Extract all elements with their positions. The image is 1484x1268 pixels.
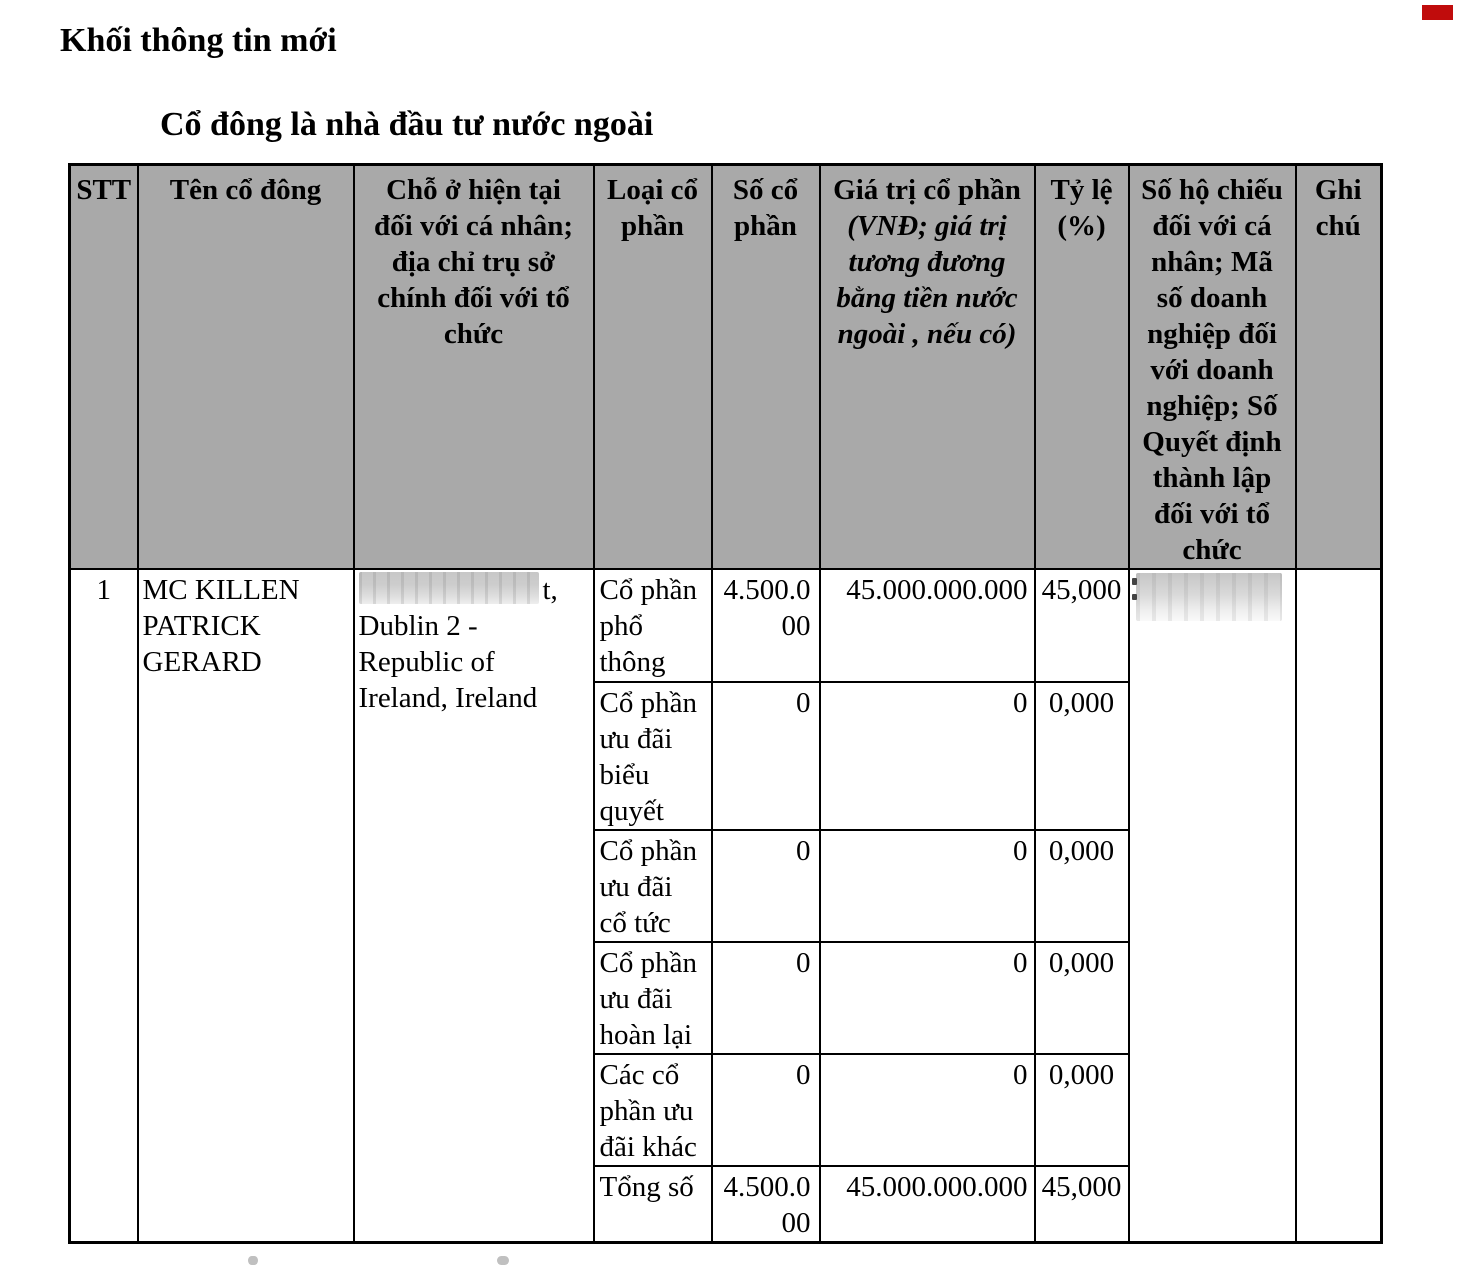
red-corner-mark <box>1422 5 1453 20</box>
address-line-1 <box>359 572 589 608</box>
share-count-cell: 4.500.000 <box>712 569 820 682</box>
ratio-cell: 0,000 <box>1035 830 1129 942</box>
share-value-cell: 45.000.000.000 <box>820 569 1035 682</box>
header-share-value <box>820 165 1035 570</box>
share-value-cell: 0 <box>820 1054 1035 1166</box>
header-stt: STT <box>70 165 138 570</box>
header-share-count: Số cổ phần <box>712 165 820 570</box>
share-row <box>70 569 1382 682</box>
header-passport-text: Số hộ chiếu đối với cá nhân; Mã số doanh nghiệp đối với doanh nghiệp; Số Quyết định thành lập đối với tổ chức <box>1141 174 1283 566</box>
cutoff-text-fragment <box>497 1256 509 1265</box>
stt-cell: 1 <box>70 569 138 1243</box>
address-line-2: Dublin 2 - <box>358 610 478 642</box>
table-header-row <box>70 165 1382 570</box>
foreign-shareholders-table <box>68 163 1383 1244</box>
redacted-passport-box <box>1136 573 1282 621</box>
shareholder-name-cell: MC KILLEN PATRICK GERARD <box>138 569 354 1243</box>
share-type-cell: Cổ phần ưu đãi biểu quyết <box>594 682 712 830</box>
address-suffix: t, <box>542 574 558 606</box>
header-share-type: Loại cổ phần <box>594 165 712 570</box>
cutoff-text-fragment <box>248 1256 258 1265</box>
passport-text-fragment <box>1132 578 1137 585</box>
share-count-cell: 0 <box>712 682 820 830</box>
share-value-cell: 0 <box>820 830 1035 942</box>
share-count-cell: 0 <box>712 1054 820 1166</box>
header-share-value-main: Giá trị cổ phần <box>833 174 1021 206</box>
share-count-cell: 0 <box>712 830 820 942</box>
share-value-cell: 0 <box>820 682 1035 830</box>
total-value-cell: 45.000.000.000 <box>820 1166 1035 1243</box>
header-note: Ghi chú <box>1296 165 1382 570</box>
ratio-cell: 0,000 <box>1035 682 1129 830</box>
total-label-cell: Tổng số <box>594 1166 712 1243</box>
share-count-cell: 0 <box>712 942 820 1054</box>
redacted-address-box <box>359 572 539 604</box>
header-address <box>354 165 594 570</box>
header-share-value-note: (VNĐ; giá trị tương đương bằng tiền nước ngoài , nếu có) <box>836 210 1018 350</box>
share-type-cell: Cổ phần ưu đãi cổ tức <box>594 830 712 942</box>
share-type-cell: Cổ phần ưu đãi hoàn lại <box>594 942 712 1054</box>
address-line-4: Ireland, Ireland <box>358 682 538 714</box>
header-ratio: Tỷ lệ (%) <box>1035 165 1129 570</box>
page-title: Khối thông tin mới <box>60 22 337 59</box>
note-cell <box>1296 569 1382 1243</box>
total-count-cell: 4.500.000 <box>712 1166 820 1243</box>
ratio-cell: 45,000 <box>1035 569 1129 682</box>
ratio-cell: 0,000 <box>1035 942 1129 1054</box>
passport-cell <box>1129 569 1296 1243</box>
header-passport <box>1129 165 1296 570</box>
shareholder-address-cell <box>354 569 594 1243</box>
passport-text-fragment <box>1132 594 1137 600</box>
total-ratio-cell: 45,000 <box>1035 1166 1129 1243</box>
address-line-3: Republic of <box>358 646 495 678</box>
header-name: Tên cổ đông <box>138 165 354 570</box>
table-title: Cổ đông là nhà đầu tư nước ngoài <box>160 106 654 143</box>
share-type-cell: Các cổ phần ưu đãi khác <box>594 1054 712 1166</box>
share-value-cell: 0 <box>820 942 1035 1054</box>
share-type-cell: Cổ phần phổ thông <box>594 569 712 682</box>
header-address-text: Chỗ ở hiện tại đối với cá nhân; địa chỉ trụ sở chính đối với tổ chức <box>374 174 573 350</box>
ratio-cell: 0,000 <box>1035 1054 1129 1166</box>
